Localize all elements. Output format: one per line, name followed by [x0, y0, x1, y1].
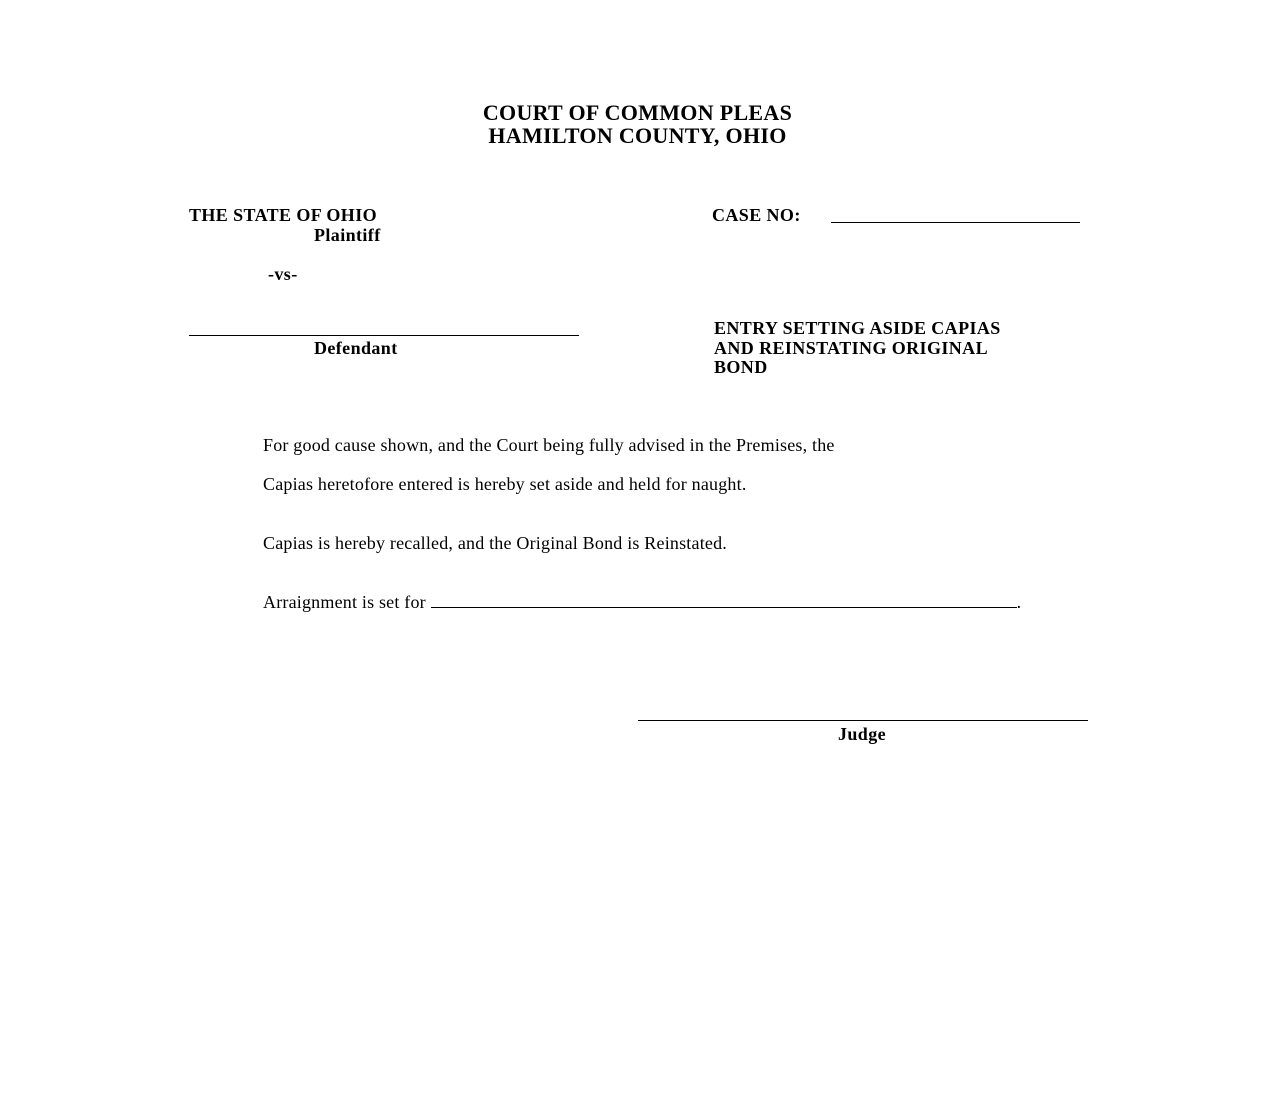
entry-title-line-1: ENTRY SETTING ASIDE CAPIAS: [714, 318, 1001, 338]
paragraph-1-line-2: Capias heretofore entered is hereby set aside and held for naught.: [263, 474, 747, 494]
case-no-line[interactable]: [831, 222, 1080, 223]
paragraph-2: Capias is hereby recalled, and the Original Bond is Reinstated.: [263, 533, 727, 553]
judge-signature-line[interactable]: [638, 720, 1088, 721]
arraignment-period: .: [1016, 592, 1022, 612]
versus-label: -vs-: [268, 264, 298, 284]
arraignment-label: Arraignment is set for: [263, 592, 426, 612]
entry-title-line-2: AND REINSTATING ORIGINAL: [714, 338, 988, 358]
entry-title-line-3: BOND: [714, 357, 768, 377]
arraignment-date-line[interactable]: [431, 606, 1017, 608]
defendant-name-line[interactable]: [189, 335, 579, 336]
arraignment-line: [263, 592, 1021, 613]
defendant-label: Defendant: [314, 338, 398, 358]
plaintiff-label: Plaintiff: [314, 225, 381, 245]
judge-label: Judge: [838, 724, 887, 744]
county-name: HAMILTON COUNTY, OHIO: [488, 123, 787, 148]
paragraph-1-line-1: For good cause shown, and the Court being fully advised in the Premises, the: [263, 435, 835, 455]
plaintiff-name: THE STATE OF OHIO: [189, 205, 378, 225]
court-name: COURT OF COMMON PLEAS: [482, 100, 793, 125]
case-no-label: CASE NO:: [712, 205, 801, 225]
